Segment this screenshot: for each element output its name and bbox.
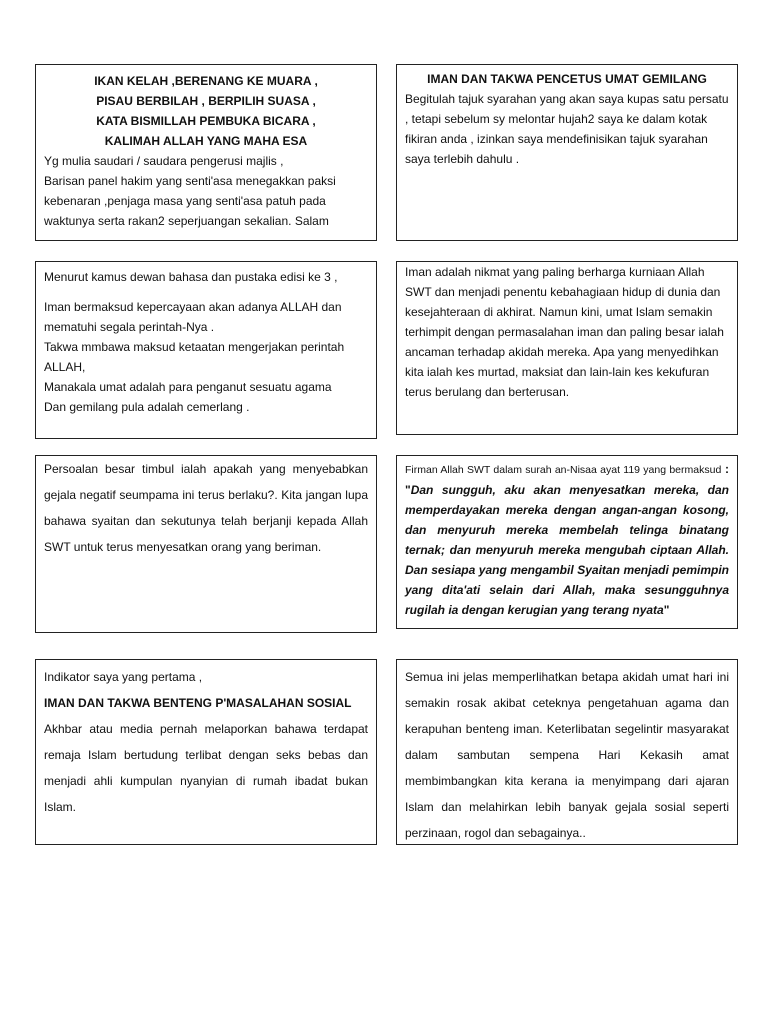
topic-title: IMAN DAN TAKWA PENCETUS UMAT GEMILANG	[427, 72, 707, 86]
quote-close: "	[663, 603, 670, 617]
quran-quote: Dan sungguh, aku akan menyesatkan mereka, dan memperdayakan mereka dengan angan-angan kosong, dan menyuruh mereka membelah telinga binatang ternak; dan menyuruh mereka mengubah ciptaan Allah. Dan sesiapa yang mengambil Syaitan menjadi pemimpin yang dita'ati selain dari Allah, maka sesungguhnya rugilah ia dengan kerugian yang terang nyata	[405, 483, 729, 617]
card-definitions	[35, 261, 377, 439]
card-topic	[396, 64, 738, 241]
akidah-body: Semua ini jelas memperlihatkan betapa akidah umat hari ini semakin rosak akibat ceteknya pengetahuan agama dan kerapuhan benteng iman. Keterlibatan segelintir masyarakat dalam sambutan sempena Hari Kekasih amat membimbangkan kita kerana ia menyimpang dari ajaran Islam dan melahirkan lebih banyak gejala sosial seperti perzinaan, rogol dan sebagainya..	[405, 670, 729, 840]
persoalan-body: Persoalan besar timbul ialah apakah yang menyebabkan gejala negatif seumpama ini terus berlaku?. Kita jangan lupa bahawa syaitan dan sekutunya telah berjanji kepada Allah SWT untuk terus menyesatkan orang yang beriman.	[44, 462, 368, 554]
card-persoalan	[35, 455, 377, 633]
definition-line: Dan gemilang pula adalah cemerlang .	[44, 400, 250, 414]
indikator-body: Akhbar atau media pernah melaporkan bahawa terdapat remaja Islam bertudung terlibat dengan seks bebas dan menjadi ahli kumpulan nyanyian di rumah ibadat bukan Islam.	[44, 722, 368, 814]
iman-body: Iman adalah nikmat yang paling berharga kurniaan Allah SWT dan menjadi penentu kebahagiaan hidup di dunia dan kesejahteraan di akhirat. Namun kini, umat Islam semakin terhimpit dengan permasalahan iman dan paling besar ialah ancaman terhadap akidah mereka. Apa yang menyedihkan kita ialah kes murtad, maksiat dan lain-lain kes kekufuran terus berulang dan berterusan.	[405, 265, 724, 399]
pantun-line: KATA BISMILLAH PEMBUKA BICARA ,	[96, 114, 316, 128]
definition-line: Iman bermaksud kepercayaan akan adanya ALLAH dan mematuhi segala perintah-Nya .	[44, 300, 342, 334]
indikator-heading: IMAN DAN TAKWA BENTENG P'MASALAHAN SOSIAL	[44, 696, 352, 710]
pantun-line: PISAU BERBILAH , BERPILIH SUASA ,	[96, 94, 316, 108]
definition-line: Takwa mmbawa maksud ketaatan mengerjakan perintah ALLAH,	[44, 340, 345, 374]
quote-open: : "	[405, 462, 729, 497]
card-akidah	[396, 659, 738, 845]
greeting-line: Barisan panel hakim yang senti'asa menegakkan paksi kebenaran ,penjaga masa yang senti'asa patuh pada waktunya serta rakan2 seperjuangan sekalian. Salam	[44, 174, 336, 228]
card-iman-nikmat	[396, 261, 738, 435]
definition-intro: Menurut kamus dewan bahasa dan pustaka edisi ke 3 ,	[44, 270, 338, 284]
card-opening	[35, 64, 377, 241]
definition-line: Manakala umat adalah para penganut sesuatu agama	[44, 380, 332, 394]
topic-body: Begitulah tajuk syarahan yang akan saya kupas satu persatu , tetapi sebelum sy melontar hujah2 saya ke dalam kotak fikiran anda , izinkan saya mendefinisikan tajuk syarahan saya terlebih dahulu .	[405, 92, 729, 166]
card-indikator	[35, 659, 377, 845]
pantun-line: KALIMAH ALLAH YANG MAHA ESA	[104, 134, 308, 148]
card-firman	[396, 455, 738, 629]
greeting-line: Yg mulia saudari / saudara pengerusi majlis ,	[44, 154, 284, 168]
pantun-line: IKAN KELAH ,BERENANG KE MUARA ,	[94, 74, 318, 88]
firman-intro: Firman Allah SWT dalam surah an-Nisaa ayat 119 yang bermaksud	[405, 464, 722, 476]
indikator-intro: Indikator saya yang pertama ,	[44, 670, 203, 684]
